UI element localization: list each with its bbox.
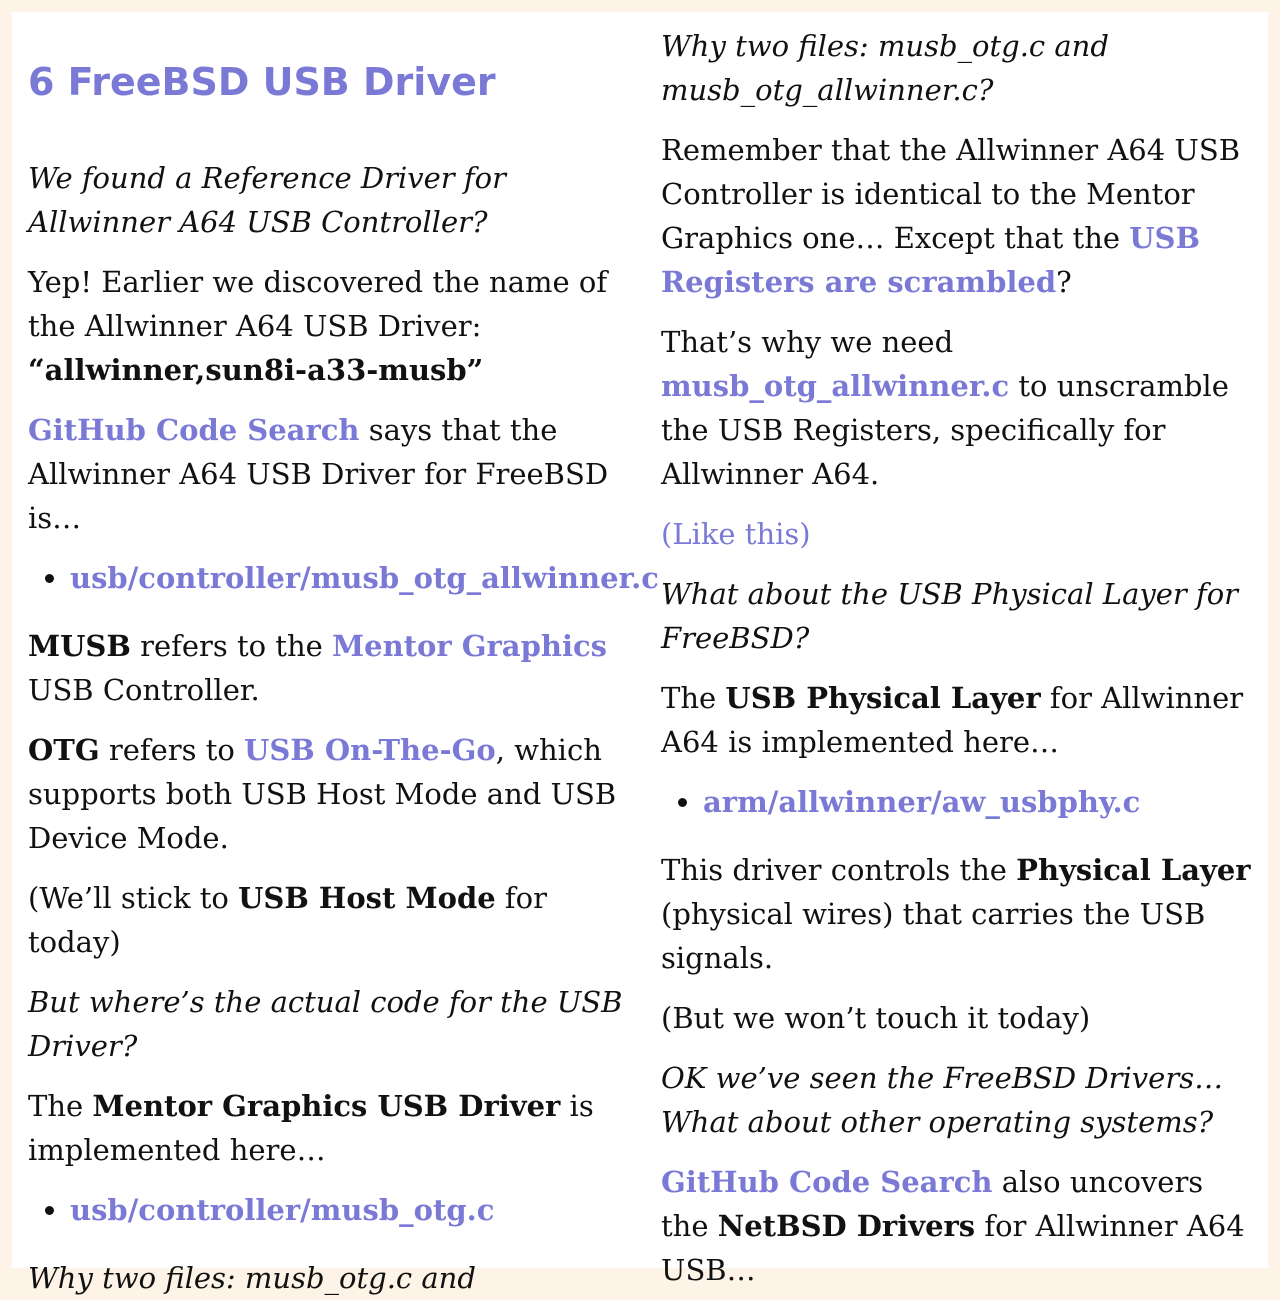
list-item [70,1188,628,1232]
paragraph-host-mode: (We’ll stick to USB Host Mode for today) [28,881,547,959]
question-two-files-cutoff: Why two files: musb_otg.c and [28,1261,476,1295]
article-page [12,12,1268,1295]
paragraph-unscramble: That’s why we need musb_otg_allwinner.c to unscramble the USB Registers, specifically for Allwinner A64. [661,325,1229,491]
question-other-os: OK we’ve seen the FreeBSD Drivers… What about other operating systems? [661,1061,1224,1139]
musb-otg-allwinner-link[interactable]: usb/controller/musb_otg_allwinner.c [70,561,659,595]
paragraph-not-today: (But we won’t touch it today) [661,1001,1091,1035]
paragraph-musb: MUSB refers to the Mentor Graphics USB Controller. [28,629,607,707]
aw-usbphy-link[interactable]: arm/allwinner/aw_usbphy.c [703,785,1141,819]
paragraph-like-this [661,512,1251,556]
usb-on-the-go-link[interactable]: USB On-The-Go [244,733,496,767]
list-item [70,556,659,600]
like-this-link[interactable]: (Like this) [661,517,811,551]
github-code-search-link-2[interactable]: GitHub Code Search [661,1165,993,1199]
mentor-graphics-link[interactable]: Mentor Graphics [332,629,607,663]
paragraph-otg: OTG refers to USB On-The-Go, which supports both USB Host Mode and USB Device Mode. [28,733,617,855]
github-code-search-link[interactable]: GitHub Code Search [28,413,360,447]
driver-compatible-string: “allwinner,sun8i-a33-musb” [28,353,484,387]
paragraph-code-search: GitHub Code Search says that the Allwinner A64 USB Driver for FreeBSD is… [28,413,609,535]
paragraph-scrambled: Remember that the Allwinner A64 USB Controller is identical to the Mentor Graphics one… Except that the USB Registers are scrambled? [661,133,1241,299]
paragraph-netbsd: GitHub Code Search also uncovers the NetBSD Drivers for Allwinner A64 USB… [661,1165,1245,1287]
paragraph-mentor-driver: The Mentor Graphics USB Driver is implemented here… [28,1089,594,1167]
link-list-allwinner [28,556,659,600]
question-two-files: Why two files: musb_otg.c and musb_otg_allwinner.c? [661,29,1109,107]
paragraph-physical-layer: The USB Physical Layer for Allwinner A64 is implemented here… [661,681,1244,759]
paragraph-driver-name: Yep! Earlier we discovered the name of the Allwinner A64 USB Driver: “allwinner,sun8i-a33-musb” [28,265,608,387]
usb-registers-scrambled-link[interactable]: USB Registers are scrambled [661,221,1201,299]
question-reference-driver: We found a Reference Driver for Allwinner A64 USB Controller? [28,161,506,239]
right-column [661,12,1251,1287]
paragraph-phy-driver: This driver controls the Physical Layer (physical wires) that carries the USB signals. [661,853,1251,975]
link-list-usbphy [661,780,1251,824]
question-physical-layer: What about the USB Physical Layer for FreeBSD? [661,577,1239,655]
list-item [703,780,1251,824]
left-column [28,12,659,1295]
section-heading: 6 FreeBSD USB Driver [28,60,496,104]
musb-otg-allwinner-inline-link[interactable]: musb_otg_allwinner.c [661,369,1010,403]
question-actual-code: But where’s the actual code for the USB Driver? [28,985,623,1063]
musb-otg-link[interactable]: usb/controller/musb_otg.c [70,1193,495,1227]
link-list-otg [28,1188,628,1232]
